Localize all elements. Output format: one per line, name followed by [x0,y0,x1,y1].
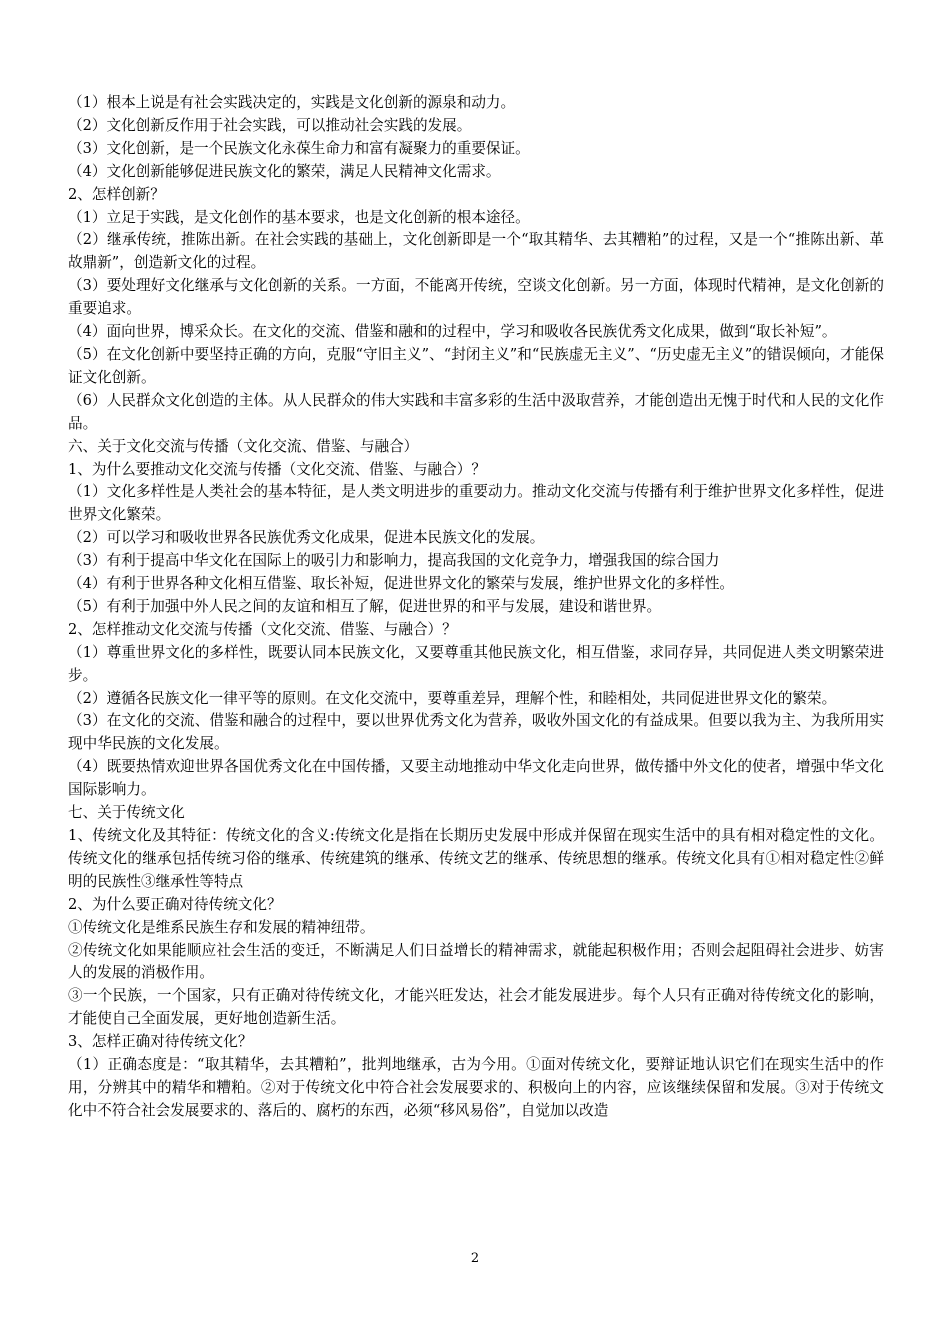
text-line: （4）面向世界，博采众长。在文化的交流、借鉴和融和的过程中，学习和吸收各民族优秀文化成果，做到“取长补短”。 [68,323,837,341]
text-line: ③一个民族，一个国家，只有正确对待传统文化，才能兴旺发达，社会才能发展进步。每个人只有正确对待传统文化的影响，才能使自己全面发展，更好地创造新生活。 [68,987,884,1028]
text-line: （4）有利于世界各种文化相互借鉴、取长补短，促进世界文化的繁荣与发展，维护世界文化的多样性。 [68,575,735,593]
section-heading: 六、关于文化交流与传播（文化交流、借鉴、与融合） [68,437,419,455]
page-number: 2 [470,1251,480,1266]
text-line: （1）尊重世界文化的多样性，既要认同本民族文化，又要尊重其他民族文化，相互借鉴，求同存异，共同促进人类文明繁荣进步。 [68,643,884,684]
text-line: （1）根本上说是有社会实践决定的，实践是文化创新的源泉和动力。 [68,94,516,111]
text-line: （1）立足于实践，是文化创作的基本要求，也是文化创新的根本途径。 [68,208,530,226]
text-line: ①传统文化是维系民族生存和发展的精神纽带。 [68,918,375,936]
document-body [68,92,884,1123]
section-heading: 2、怎样推动文化交流与传播（文化交流、借鉴、与融合）？ [68,620,457,638]
text-line: （2）遵循各民族文化一律平等的原则。在文化交流中，要尊重差异，理解个性，和睦相处，共同促进世界文化的繁荣。 [68,689,837,707]
text-line: （3）有利于提高中华文化在国际上的吸引力和影响力，提高我国的文化竞争力，增强我国的综合国力 [68,552,720,570]
section-heading: 七、关于传统文化 [68,804,185,822]
text-line: （3）要处理好文化继承与文化创新的关系。一方面，不能离开传统，空谈文化创新。另一方面，体现时代精神，是文化创新的重要追求。 [68,277,884,318]
text-line: （5）有利于加强中外人民之间的友谊和相互了解，促进世界的和平与发展，建设和谐世界。 [68,597,662,615]
text-line: （2）文化创新反作用于社会实践，可以推动社会实践的发展。 [68,116,472,134]
text-line: 1、传统文化及其特征：传统文化的含义:传统文化是指在长期历史发展中形成并保留在现实生活中的具有相对稳定性的文化。传统文化的继承包括传统习俗的继承、传统建筑的继承、传统文艺的继承、传统思想的继承。传统文化具有①相对稳定性②鲜明的民族性③继承性等特点 [68,827,884,890]
text-line: （6）人民群众文化创造的主体。从人民群众的伟大实践和丰富多彩的生活中汲取营养，才能创造出无愧于时代和人民的文化作品。 [68,391,884,432]
section-heading: 3、怎样正确对待传统文化？ [68,1033,253,1051]
section-heading: 2、为什么要正确对待传统文化？ [68,895,282,913]
text-line: （1）正确态度是：“取其精华，去其糟粕”，批判地继承，古为今用。①面对传统文化，要辩证地认识它们在现实生活中的作用，分辨其中的精华和糟粕。②对于传统文化中符合社会发展要求的、积极向上的内容，应该继续保留和发展。③对于传统文化中不符合社会发展要求的、落后的、腐朽的东西，必须“移风易俗”，自觉加以改造 [68,1056,884,1119]
text-line: （4）既要热情欢迎世界各国优秀文化在中国传播，又要主动地推动中华文化走向世界，做传播中外文化的使者，增强中华文化国际影响力。 [68,758,884,799]
text-line: （2）可以学习和吸收世界各民族优秀文化成果，促进本民族文化的发展。 [68,529,545,547]
text-line: （1）文化多样性是人类社会的基本特征，是人类文明进步的重要动力。推动文化交流与传播有利于维护世界文化多样性，促进世界文化繁荣。 [68,483,884,524]
text-line: （2）继承传统，推陈出新。在社会实践的基础上，文化创新即是一个“取其精华、去其糟粕”的过程，又是一个“推陈出新、革故鼎新”，创造新文化的过程。 [68,231,884,272]
text-line: （5）在文化创新中要坚持正确的方向，克服“守旧主义”、“封闭主义”和“民族虚无主义”、“历史虚无主义”的错误倾向，才能保证文化创新。 [68,345,884,386]
section-heading: 1、为什么要推动文化交流与传播（文化交流、借鉴、与融合）？ [68,460,486,478]
section-heading: 2、怎样创新？ [68,185,165,203]
text-line: （3）文化创新，是一个民族文化永葆生命力和富有凝聚力的重要保证。 [68,139,530,157]
text-line: （3）在文化的交流、借鉴和融合的过程中，要以世界优秀文化为营养，吸收外国文化的有益成果。但要以我为主、为我所用实现中华民族的文化发展。 [68,712,884,753]
text-line: ②传统文化如果能顺应社会生活的变迁，不断满足人们日益增长的精神需求，就能起积极作用；否则会起阻碍社会进步、妨害人的发展的消极作用。 [68,941,884,982]
text-line: （4）文化创新能够促进民族文化的繁荣，满足人民精神文化需求。 [68,162,501,180]
